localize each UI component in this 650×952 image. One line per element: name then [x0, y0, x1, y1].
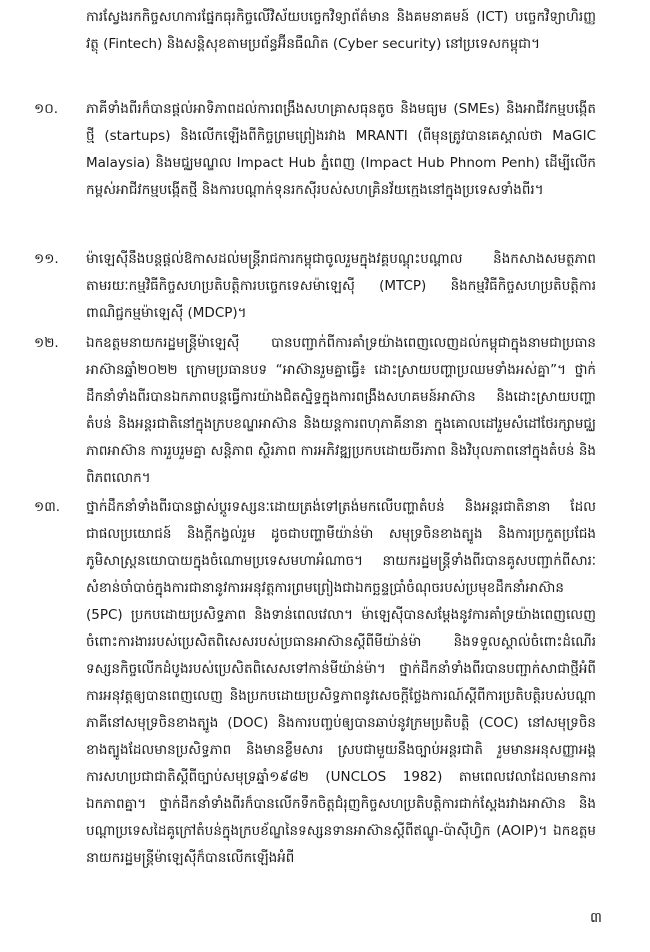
- paragraph-number: ១៣.: [34, 499, 61, 515]
- paragraph-text: ឯកឧត្ដមនាយករដ្ឋមន្ត្រីម៉ាឡេស៊ី បានបញ្ជាក់ពីការគាំទ្រយ៉ាងពេញលេញដល់កម្ពុជាក្នុងនាមជាប្រធានអាស៊ានឆ្នាំ២០២២ ក្រោមប្រធានបទ “អាស៊ានរួមគ្នាធ្វើ៖ ដោះស្រាយបញ្ហាប្រឈមទាំងអស់គ្នា”។ ថ្នាក់ដឹកនាំទាំងពីរបានឯកភាពបន្តធ្វើការយ៉ាងជិតស្និទ្ធក្នុងការពង្រឹងសហគមន៍អាស៊ាន និងដោះស្រាយបញ្ហាតំបន់ និងអន្តរជាតិនៅក្នុងក្របខណ្ឌអាស៊ាន និងយន្ដការពហុភាគីនានា ក្នុងគោលដៅរួមសំដៅថែរក្សាមជ្ឈភាពអាស៊ាន ការរួបរួមគ្នា សន្តិភាព ស្ថិរភាព ការអភិវឌ្ឍប្រកបដោយចីរភាព និងវិបុលភាពនៅក្នុងតំបន់ និងពិភពលោក។: [86, 335, 596, 486]
- numbered-paragraph-11: [34, 246, 596, 327]
- numbered-paragraph-12: [34, 330, 596, 492]
- page-number: ៣: [590, 910, 602, 926]
- paragraph-number: ១១.: [34, 251, 59, 267]
- numbered-paragraph-13: [34, 494, 596, 872]
- paragraph-text: ម៉ាឡេស៊ីនឹងបន្តផ្ដល់ឱកាសដល់មន្ត្រីរាជការកម្ពុជាចូលរួមក្នុងវគ្គបណ្ដុះបណ្ដាល និងកសាងសមត្ថភាព តាមរយៈកម្មវិធីកិច្ចសហប្រតិបត្តិការបច្ចេកទេសម៉ាឡេស៊ី (MTCP) និងកម្មវិធីកិច្ចសហប្រតិបត្តិការពាណិជ្ជកម្មម៉ាឡេស៊ី (MDCP)។: [86, 251, 596, 321]
- paragraph-number: ១០.: [34, 101, 59, 117]
- paragraph-number: ១២.: [34, 335, 59, 351]
- paragraph-text: ភាគីទាំងពីរក៏បានផ្ដល់អាទិភាពដល់ការពង្រឹងសហគ្រាសធុនតូច និងមធ្យម (SMEs) និងអាជីវកម្មបង្កើតថ្មី (startups) និងលើកឡើងពីកិច្ចព្រមព្រៀងរវាង MRANTI (ពីមុនត្រូវបានគេស្គាល់ថា MaGIC Malaysia) និងមជ្ឈមណ្ឌល Impact Hub ភ្នំពេញ (Impact Hub Phnom Penh) ដើម្បីលើកកម្ពស់អាជីវកម្មបង្កើតថ្មី និងការបណ្ដាក់ទុនរកស៊ីរបស់សហគ្រិនវ័យក្មេងនៅក្នុងប្រទេសទាំងពីរ។: [86, 101, 596, 198]
- paragraph-text: ថ្នាក់ដឹកនាំទាំងពីរបានផ្លាស់ប្ដូរទស្សនៈដោយត្រង់ទៅត្រង់មកលើបញ្ហាតំបន់ និងអន្តរជាតិនានា ដែលជាផលប្រយោជន៍ និងក្ដីកង្វល់រួម ដូចជាបញ្ហាមីយ៉ាន់ម៉ា សមុទ្រចិនខាងត្បូង និងការប្រកួតប្រជែងភូមិសាស្ត្រនយោបាយក្នុងចំណោមប្រទេសមហាអំណាច។ នាយករដ្ឋមន្ត្រីទាំងពីរបានគូសបញ្ជាក់ពីសារៈសំខាន់ចាំបាច់ក្នុងការជានានូវការអនុវត្តការព្រមព្រៀងជាឯកច្ឆន្ទប្រាំចំណុចរបស់ប្រមុខដឹកនាំអាស៊ាន (5PC) ប្រកបដោយប្រសិទ្ធភាព និងទាន់ពេលវេលា។ ម៉ាឡេស៊ីបានសម្ដែងនូវការគាំទ្រយ៉ាងពេញលេញចំពោះការងាររបស់ប្រេសិតពិសេសរបស់ប្រធានអាស៊ានស្ដីពីមីយ៉ាន់ម៉ា និងទទួលស្គាល់ចំពោះដំណើរទស្សនកិច្ចលើកដំបូងរបស់ប្រេសិតពិសេសទៅកាន់មីយ៉ាន់ម៉ា។ ថ្នាក់ដឹកនាំទាំងពីរបានបញ្ជាក់សាជាថ្មីអំពីការអនុវត្តឲ្យបានពេញលេញ និងប្រកបដោយប្រសិទ្ធភាពនូវសេចក្ដីថ្លែងការណ៍ស្ដីពីការប្រតិបត្តិរបស់បណ្ដាភាគីនៅសមុទ្រចិនខាងត្បូង (DOC) និងការបញ្ចប់ឲ្យបានឆាប់នូវក្រមប្រតិបត្តិ (COC) នៅសមុទ្រចិនខាងត្បូងដែលមានប្រសិទ្ធភាព និងមានខ្លឹមសារ ស្របជាមួយនឹងច្បាប់អន្តរជាតិ រួមមានអនុសញ្ញាអង្គការសហប្រជាជាតិស្ដីពីច្បាប់សមុទ្រឆ្នាំ១៩៨២ (UNCLOS 1982) តាមពេលវេលាដែលមានការឯកភាពគ្នា។ ថ្នាក់ដឹកនាំទាំងពីរក៏បានលើកទឹកចិត្តជំរុញកិច្ចសហប្រតិបត្តិការជាក់ស្ដែងរវាងអាស៊ាន និងបណ្ដាប្រទេសដៃគូក្រៅតំបន់ក្នុងក្របខ័ណ្ឌនៃទស្សនទានអាស៊ានស្ដីពីឥណ្ឌូ-ប៉ាស៊ីហ្វិក (AOIP)។ ឯកឧត្ដមនាយករដ្ឋមន្ត្រីម៉ាឡេស៊ីក៏បានលើកឡើងអំពី: [86, 499, 596, 866]
- numbered-paragraph-10: [34, 96, 596, 204]
- intro-paragraph: ការស្វែងរកកិច្ចសហការផ្នែកធុរកិច្ចលើវិស័យបច្ចេកវិទ្យាព័ត៌មាន និងគមនាគមន៍ (ICT) បច្ចេកវិទ្យាហិរញ្ញវត្ថុ (Fintech) និងសន្តិសុខតាមប្រព័ន្ធអ៊ីនធឺណិត (Cyber security) នៅប្រទេសកម្ពុជា។: [86, 9, 596, 52]
